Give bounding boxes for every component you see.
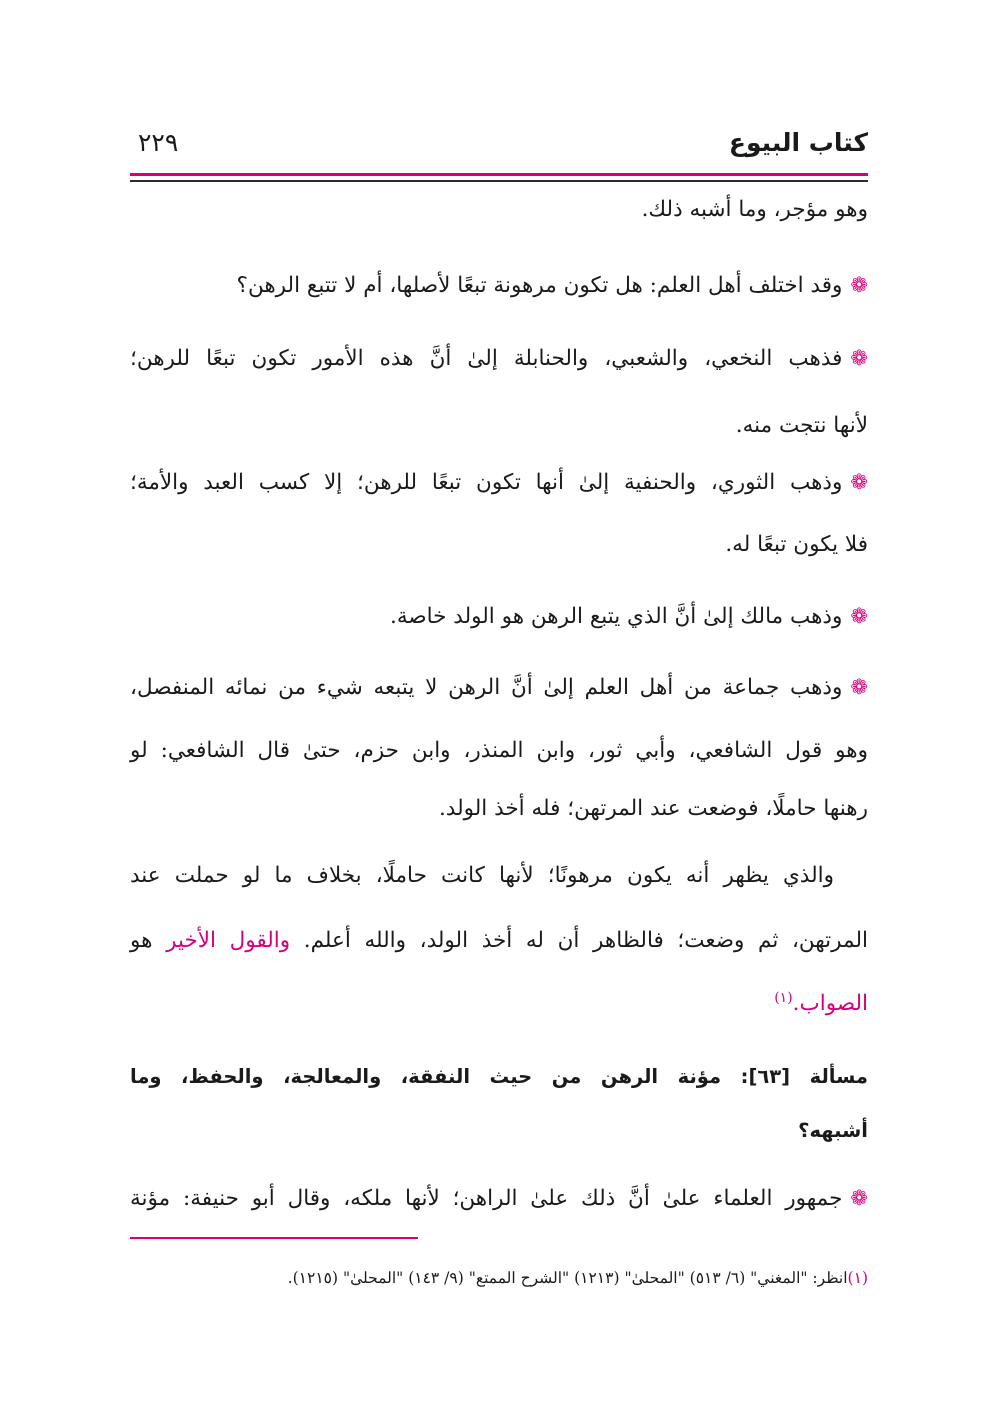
page-number: ٢٢٩ (138, 128, 179, 157)
paragraph-text: جمهور العلماء علىٰ أنَّ ذلك علىٰ الراهن؛ لأنها ملكه، وقال أبو حنيفة: مؤنة (130, 1186, 843, 1211)
paragraph-line: لأنها نتجت منه. (735, 413, 868, 438)
footnote-separator (130, 1237, 418, 1239)
flower-icon: ❁ (850, 470, 868, 494)
paragraph-line: رهنها حاملًا، فوضعت عند المرتهن؛ فله أخذ الولد. (438, 796, 868, 821)
running-title: كتاب البيوع (728, 128, 868, 157)
footnote (130, 1264, 868, 1292)
paragraph-line: والذي يظهر أنه يكون مرهونًا؛ لأنها كانت حاملًا، بخلاف ما لو حملت عند (130, 863, 834, 888)
paragraph-text: هو (130, 928, 153, 953)
body-line: وهو مؤجر، وما أشبه ذلك. (641, 197, 868, 222)
highlighted-phrase: والقول الأخير (166, 928, 291, 953)
highlighted-phrase: الصواب. (792, 991, 868, 1017)
paragraph-text: وذهب مالك إلىٰ أنَّ الذي يتبع الرهن هو الولد خاصة. (390, 604, 843, 629)
paragraph-text: وقد اختلف أهل العلم: هل تكون مرهونة تبعًا لأصلها، أم لا تتبع الرهن؟ (236, 273, 843, 298)
footnote-marker: (١) (847, 1269, 868, 1287)
book-page (130, 0, 868, 1418)
header-rule-accent (130, 173, 868, 176)
paragraph-text: وذهب جماعة من أهل العلم إلىٰ أنَّ الرهن لا يتبعه شيء من نمائه المنفصل، (130, 675, 843, 700)
flower-icon: ❁ (850, 675, 868, 699)
paragraph-line (130, 462, 868, 502)
paragraph-line (130, 978, 868, 1018)
paragraph-line (130, 265, 868, 305)
issue-heading (130, 1057, 868, 1097)
issue-heading-continued: أشبهه؟ (798, 1119, 868, 1142)
paragraph-line (130, 1178, 868, 1218)
flower-icon: ❁ (850, 273, 868, 297)
flower-icon: ❁ (850, 604, 868, 628)
paragraph-text: فذهب النخعي، والشعبي، والحنابلة إلىٰ أنَّ هذه الأمور تكون تبعًا للرهن؛ (130, 346, 843, 371)
paragraph-line: وهو قول الشافعي، وأبي ثور، وابن المنذر، وابن حزم، حتىٰ قال الشافعي: لو (130, 738, 868, 763)
paragraph-line (130, 596, 868, 636)
paragraph-text: وذهب الثوري، والحنفية إلىٰ أنها تكون تبعًا للرهن؛ إلا كسب العبد والأمة؛ (130, 470, 843, 495)
flower-icon: ❁ (850, 346, 868, 370)
header-rule-dark (130, 180, 868, 182)
paragraph-line (130, 921, 868, 961)
paragraph-line: فلا يكون تبعًا له. (725, 532, 868, 557)
issue-label: مسألة [٦٣]: (740, 1065, 869, 1088)
footnote-reference[interactable]: (١) (774, 990, 793, 1006)
flower-icon: ❁ (850, 1186, 868, 1210)
paragraph-line (130, 338, 868, 378)
footnote-text: انظر: "المغني" (٦/ ٥١٣) "المحلىٰ" (١٢١٣) "الشرح الممتع" (٩/ ١٤٣) "المحلىٰ" (١٢١٥). (287, 1269, 848, 1287)
paragraph-line (130, 667, 868, 707)
paragraph-text: المرتهن، ثم وضعت؛ فالظاهر أن له أخذ الولد، والله أعلم. (303, 928, 868, 953)
page-header (130, 128, 868, 168)
issue-title: مؤنة الرهن من حيث النفقة، والمعالجة، والحفظ، وما (130, 1065, 722, 1088)
